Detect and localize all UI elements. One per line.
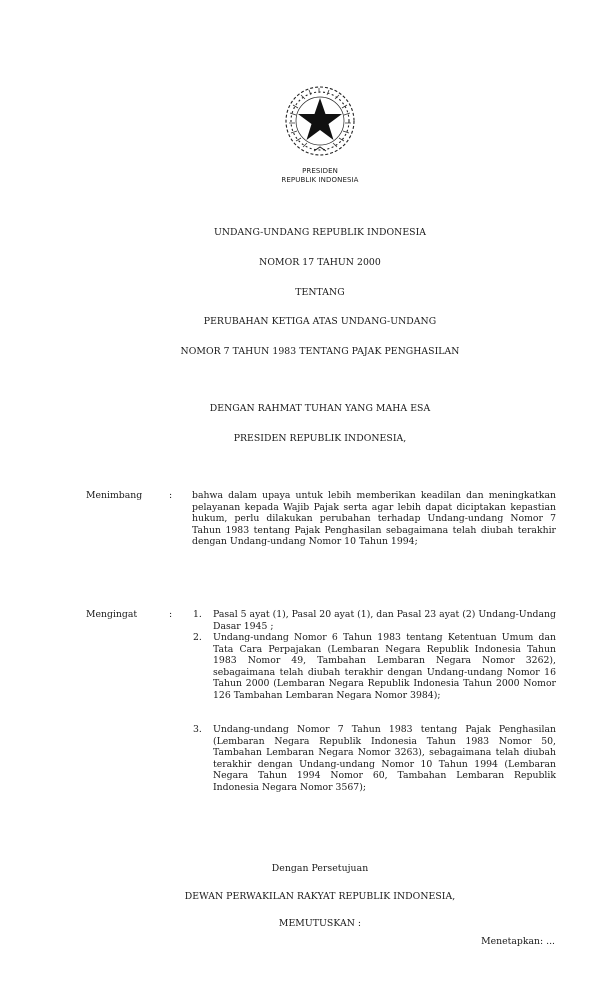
preamble-line2: PRESIDEN REPUBLIK INDONESIA,: [233, 433, 407, 444]
list-number: 1.: [193, 609, 202, 620]
mengingat-colon: :: [169, 609, 173, 620]
office-name-line1: PRESIDEN: [302, 167, 338, 175]
office-name-line2: REPUBLIK INDONESIA: [281, 176, 359, 184]
law-title: UNDANG-UNDANG REPUBLIK INDONESIA: [213, 227, 427, 238]
mengingat-label: Mengingat: [86, 609, 138, 620]
presidential-emblem-icon: [281, 83, 359, 159]
menimbang-label: Menimbang: [86, 490, 143, 501]
mengingat-item: [193, 632, 556, 724]
list-number: 3.: [193, 724, 202, 735]
law-tentang: TENTANG: [295, 287, 345, 298]
menimbang-text: bahwa dalam upaya untuk lebih memberikan keadilan dan meningkatkan pelayanan kepada Wajib Pajak serta agar lebih dapat diciptakan kepastian hukum, perlu dilakukan perubahan terhadap Undang-undang Nomor 7 Tahun 1983 tentang Pajak Penghasilan sebagaimana telah diubah terakhir dengan Undang-undang Nomor 10 Tahun 1994;: [192, 490, 556, 547]
menimbang-colon: :: [169, 490, 173, 501]
law-subject-line1: PERUBAHAN KETIGA ATAS UNDANG-UNDANG: [203, 316, 437, 327]
mengingat-item: [193, 724, 556, 816]
decision-heading: MEMUTUSKAN :: [278, 918, 362, 929]
list-text: Undang-undang Nomor 7 Tahun 1983 tentang Pajak Penghasilan (Lembaran Negara Republik Indonesia Tahun 1983 Nomor 50, Tambahan Lembaran Negara Nomor 3263), sebagaimana telah diubah terakhir dengan Undang-undang Nomor 10 Tahun 1994 (Lembaran Negara Tahun 1994 Nomor 60, Tambahan Lembaran Republik Indonesia Negara Nomor 3567);: [213, 724, 556, 793]
law-number: NOMOR 17 TAHUN 2000: [259, 257, 381, 268]
approval-line1: Dengan Persetujuan: [271, 863, 369, 874]
list-text: Undang-undang Nomor 6 Tahun 1983 tentang Ketentuan Umum dan Tata Cara Perpajakan (Lembaran Negara Republik Indonesia Tahun 1983 Nomor 49, Tambahan Lembaran Negara Nomor 3262), sebagaimana telah diubah terakhir dengan Undang-undang Nomor 16 Tahun 2000 (Lembaran Negara Republik Indonesia Tahun 2000 Nomor 126 Tambahan Lembaran Negara Nomor 3984);: [213, 632, 556, 701]
mengingat-item: [193, 609, 556, 633]
approval-body: DEWAN PERWAKILAN RAKYAT REPUBLIK INDONESIA,: [184, 891, 456, 902]
list-text: Pasal 5 ayat (1), Pasal 20 ayat (1), dan Pasal 23 ayat (2) Undang-Undang Dasar 1945 ;: [213, 609, 556, 632]
list-number: 2.: [193, 632, 202, 643]
law-subject-line2: NOMOR 7 TAHUN 1983 TENTANG PAJAK PENGHASILAN: [180, 346, 460, 357]
continuation-marker: Menetapkan: ...: [481, 936, 555, 947]
preamble-line1: DENGAN RAHMAT TUHAN YANG MAHA ESA: [209, 403, 431, 414]
